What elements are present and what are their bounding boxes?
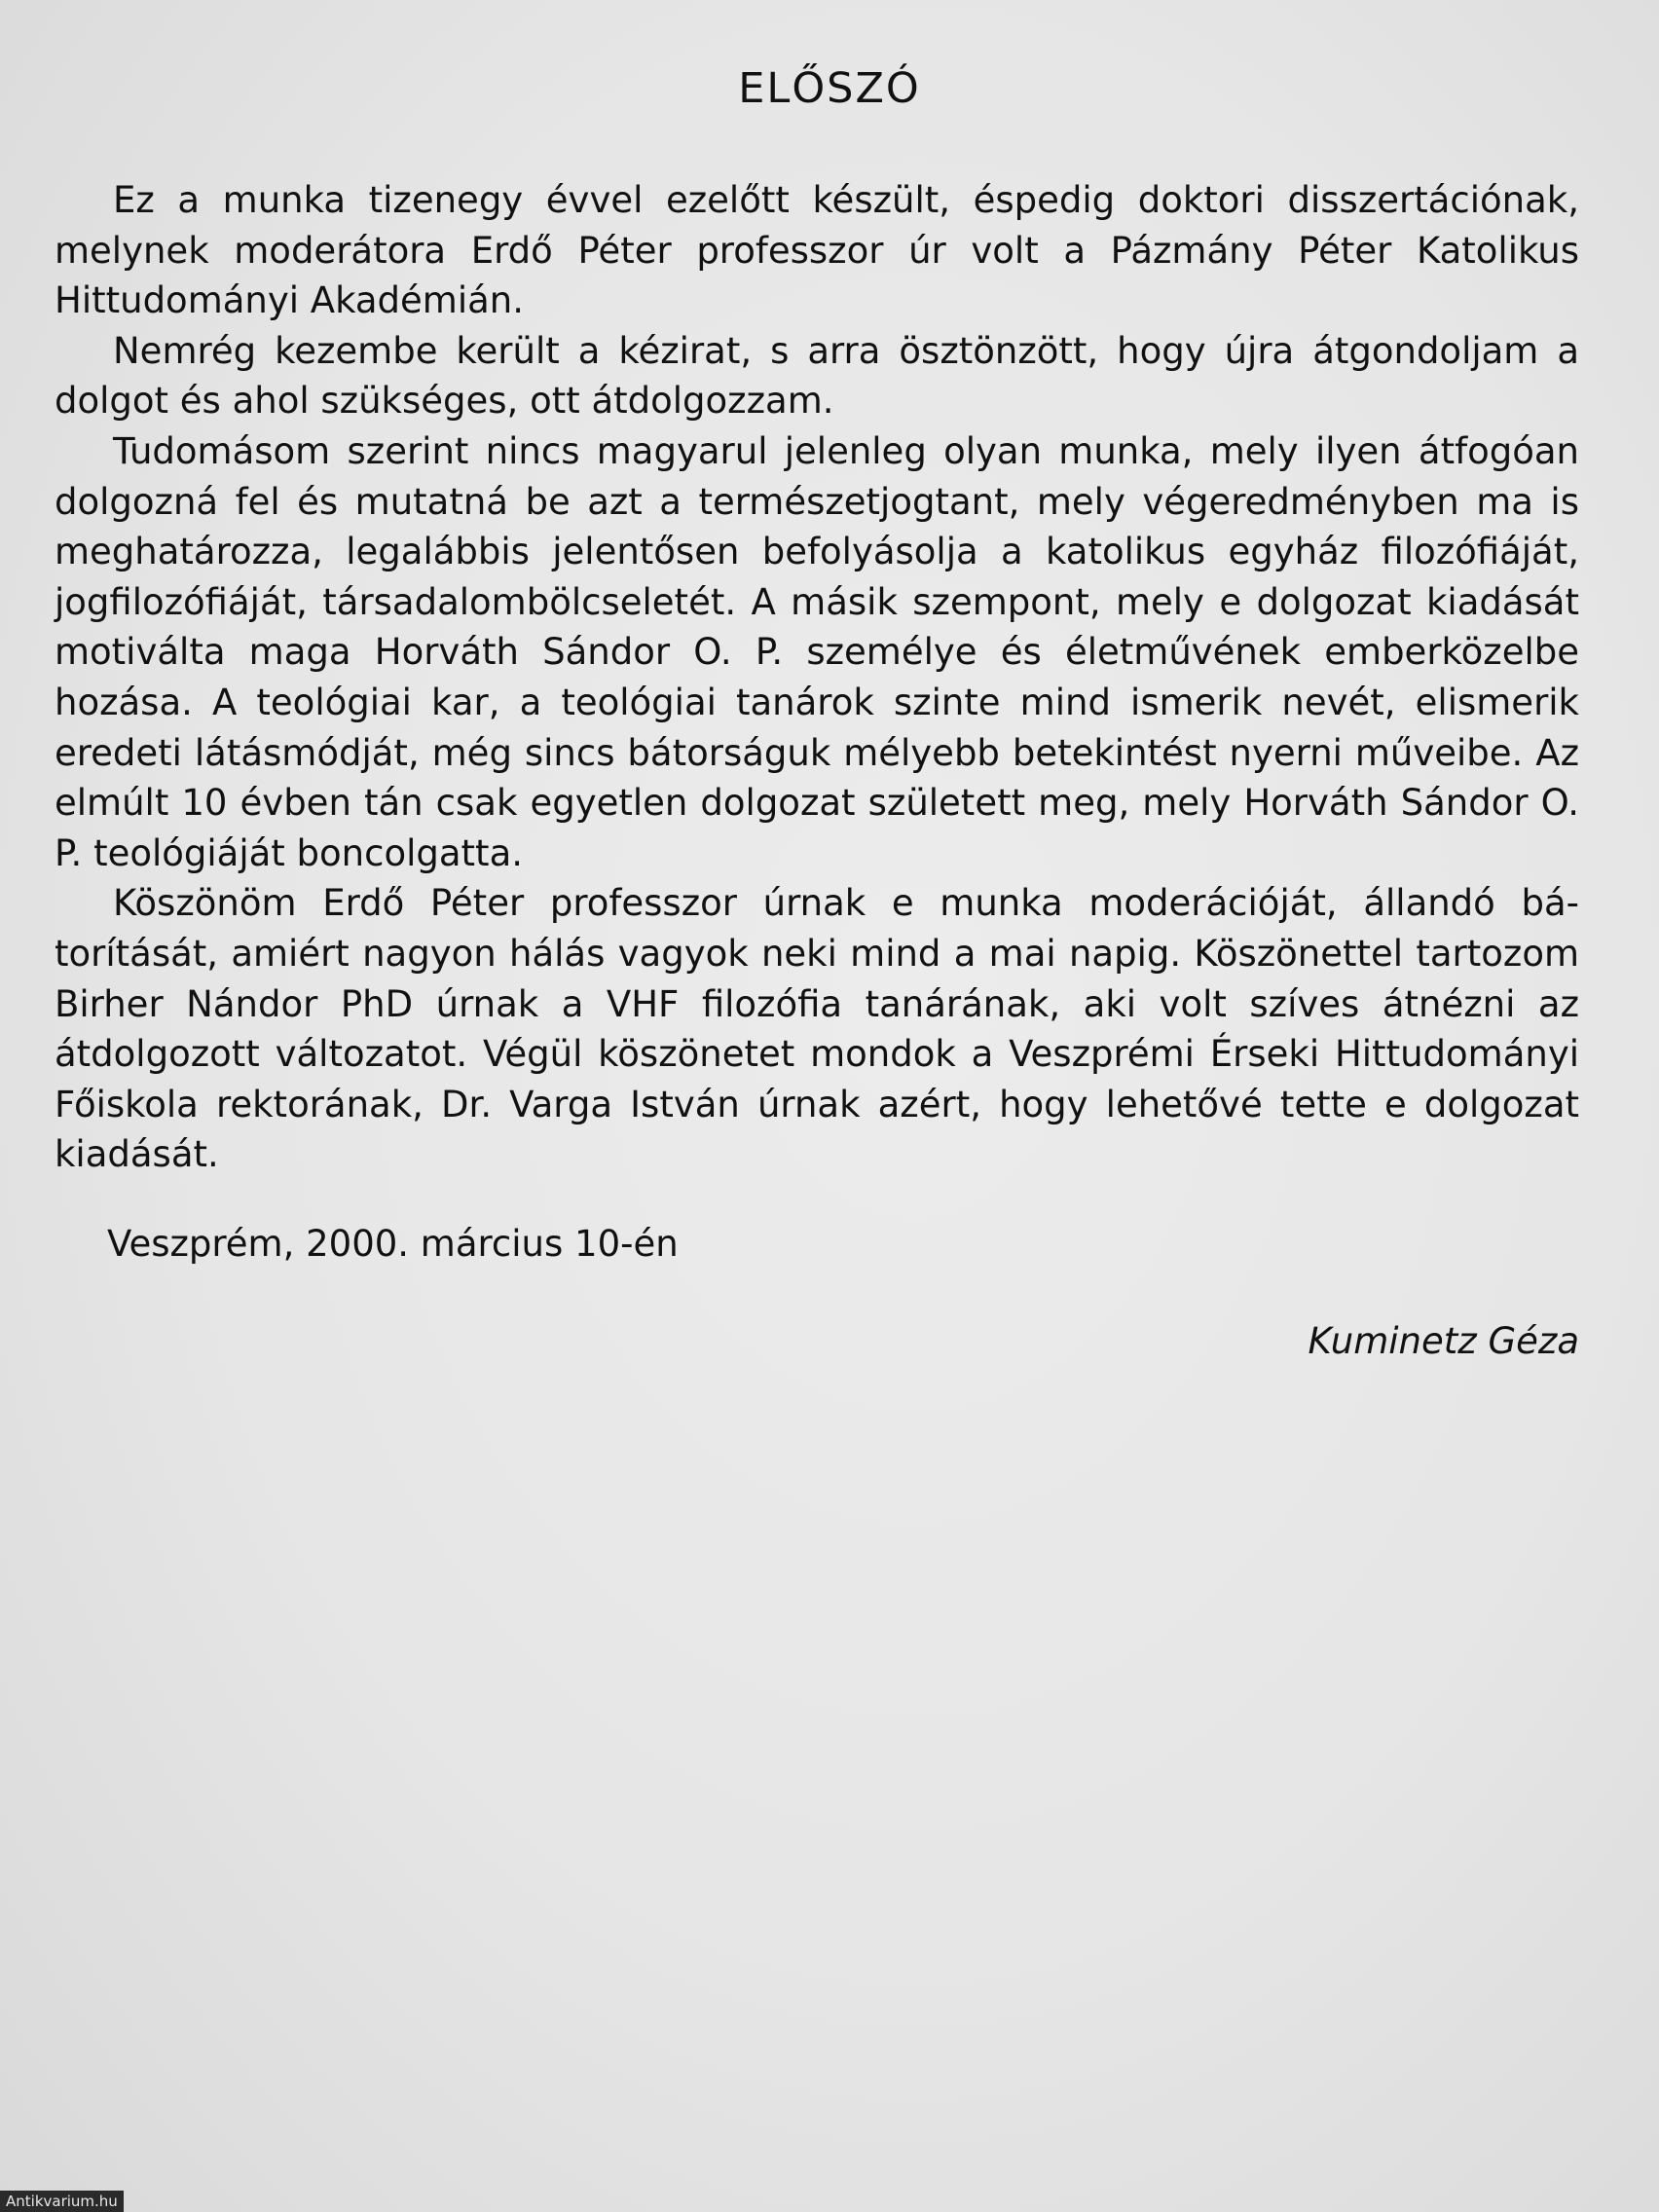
- place-and-date: Veszprém, 2000. március 10-én: [107, 1223, 679, 1265]
- paragraph-3: Tudomásom szerint nincs magyarul jelenleg olyan munka, mely ilyen átfogóan dolgozná fel és mutatná be azt a természetjogtant, mely végeredményben ma is meghatározza, legalábbis jelentősen befolyásolja a katolikus egyház filozófiáját, jogfilozófiáját, társadalombölcseletét. A másik szempont, mely e dolgozat kiadását motiválta maga Horváth Sándor O. P. személye és életművének emberközelbe hozása. A teológiai kar, a teológiai tanárok szinte mind ismerik nevét, elismerik eredeti látásmódját, még sincs bátorságuk mélyebb betekintést nyerni műveibe. Az elmúlt 10 évben tán csak egyetlen dolgozat született meg, mely Horváth Sándor O. P. teológiáját boncolgatta.: [55, 429, 1579, 874]
- page-heading: ELŐSZÓ: [738, 64, 921, 113]
- paragraph-1: Ez a munka tizenegy évvel ezelőtt készült, éspedig doktori disszertációnak, melynek moderátora Erdő Péter professzor úr volt a Pázmány Péter Katolikus Hittudományi Akadémián.: [55, 179, 1579, 322]
- paragraph-2: Nemrég kezembe került a kézirat, s arra ösztönzött, hogy újra átgondoljam a dolgot és ahol szükséges, ott átdolgozzam.: [55, 329, 1579, 423]
- foreword-body: [55, 175, 1579, 1180]
- author-signature: Kuminetz Géza: [1308, 1320, 1579, 1362]
- watermark-label: Antikvarium.hu: [0, 2191, 124, 2212]
- paragraph-4: Köszönöm Erdő Péter professzor úrnak e munka moderációját, állandó bátorítását, amiért nagyon hálás vagyok neki mind a mai napig. Köszönettel tartozom Birher Nándor PhD úrnak a VHF filozófia tanárának, aki volt szíves átnézni az átdolgozott változatot. Végül köszönetet mondok a Veszprémi Érseki Hittudományi Főiskola rektorának, Dr. Varga István úrnak azért, hogy lehetővé tette e dolgozat kiadását.: [55, 882, 1579, 1176]
